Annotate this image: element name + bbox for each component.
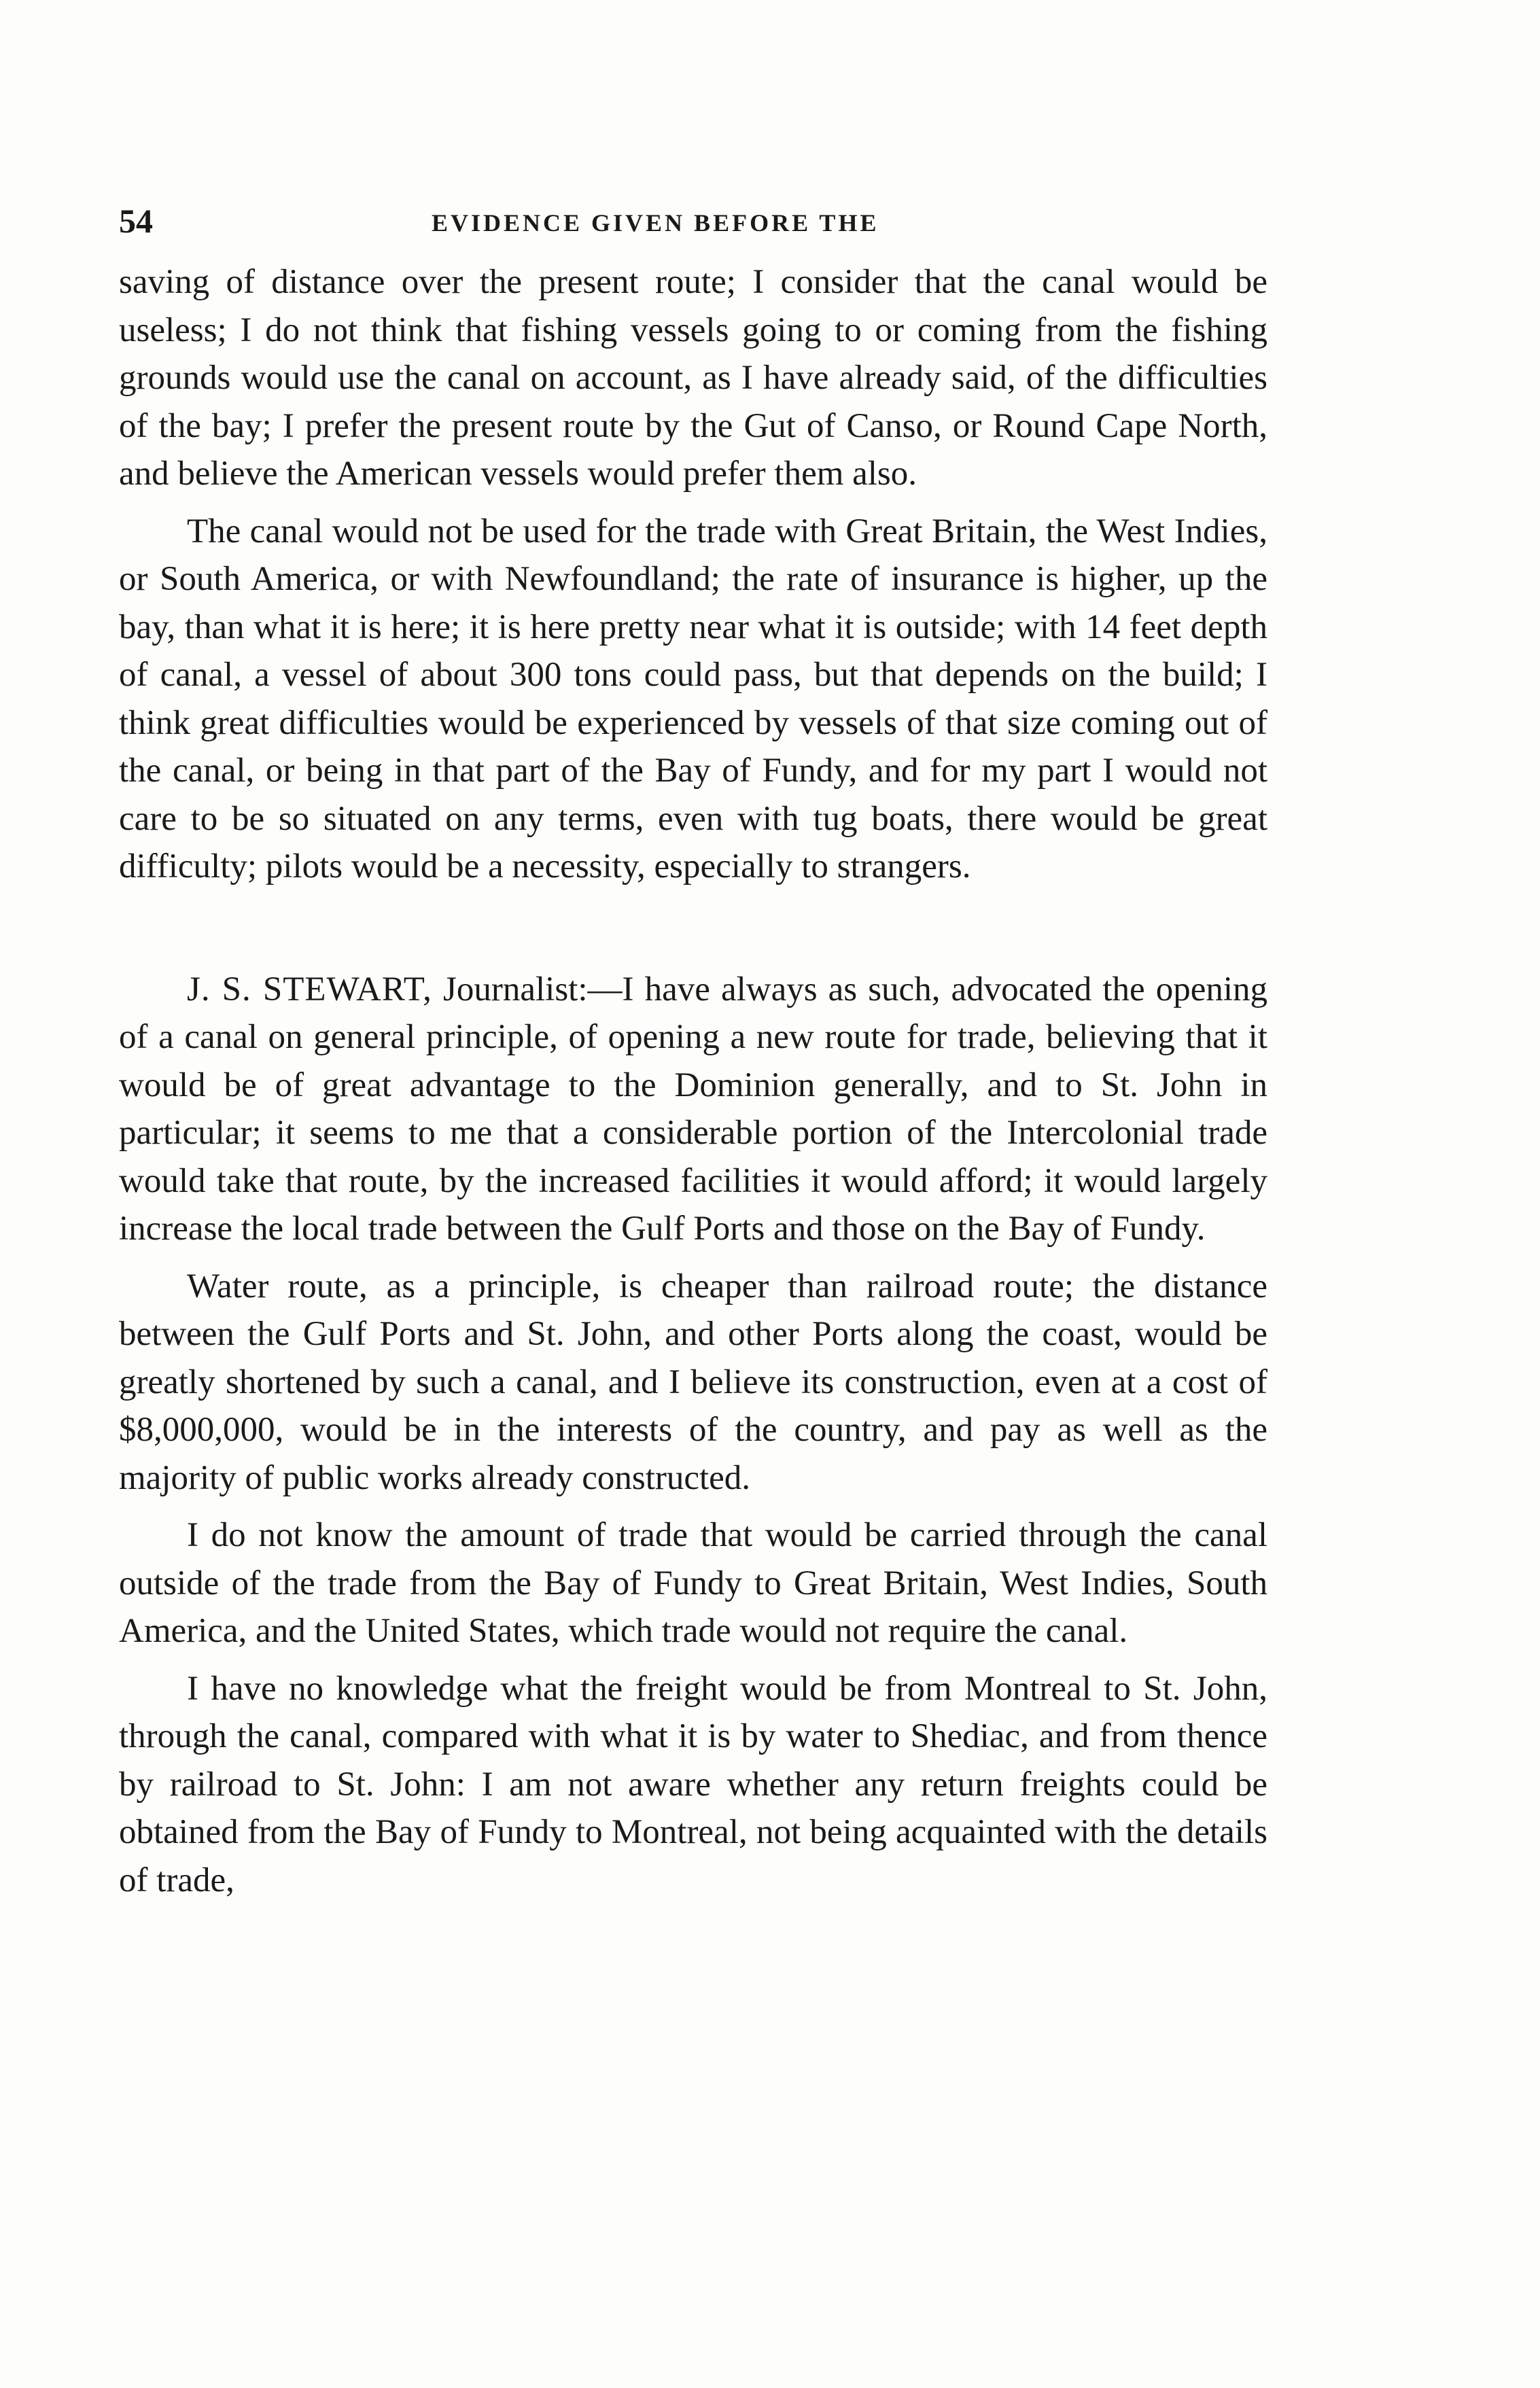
testimony-opening-text: —I have always as such, advocated the opening of a canal on general principle, of opening a new route for trade, believing that it would be of great advantage to the Dominion generally, and to St. John in particular; it seems to me that a considerable portion of the Intercolonial trade would take that route, by the increased facilities it would afford; it would largely increase the local trade between the Gulf Ports and those on the Bay of Fundy. [119,970,1268,1248]
paragraph-canal-trade: The canal would not be used for the trade with Great Britain, the West Indies, or South America, or with Newfoundland; the rate of insurance is higher, up the bay, than what it is here; it is here pretty near what it is outside; with 14 feet depth of canal, a vessel of about 300 tons could pass, but that depends on the build; I think great difficulties would be experienced by vessels of that size coming out of the canal, or being in that part of the Bay of Fundy, and for my part I would not care to be so situated on any terms, even with tug boats, there would be great difficulty; pilots would be a necessity, especially to strangers. [119,512,1267,885]
body-text [119,258,1267,1904]
page-number: 54 [119,202,153,240]
testimony-opening [119,966,1267,1253]
paragraph-water-route: Water route, as a principle, is cheaper than railroad route; the distance between the Gulf Ports and St. John, and other Ports along the coast, would be greatly shortened by such a canal, and I believe its construction, even at a cost of $8,000,000, would be in the interests of the country, and pay as well as the majority of public works already constructed. [119,1267,1267,1497]
speaker-name: J. S. STEWART, [187,970,432,1008]
page-header [119,200,1261,241]
paragraph-trade-amount: I do not know the amount of trade that would be carried through the canal outside of the trade from the Bay of Fundy to Great Britain, West Indies, South America, and the United States, which trade would not require the canal. [119,1516,1267,1650]
paragraph-freight: I have no knowledge what the freight would be from Montreal to St. John, through the canal, compared with what it is by water to Shediac, and from thence by railroad to St. John: I am not aware whether any return freights could be obtained from the Bay of Fundy to Montreal, not being acquainted with the details of trade, [119,1669,1267,1899]
paragraph-continuation: saving of distance over the present route; I consider that the canal would be useless; I do not think that fishing vessels going to or coming from the fishing grounds would use the canal on account, as I have already said, of the difficulties of the bay; I prefer the present route by the Gut of Canso, or Round Cape North, and believe the American vessels would prefer them also. [119,263,1267,493]
running-head: EVIDENCE GIVEN BEFORE THE [432,209,879,236]
speaker-role: Journalist: [443,970,588,1008]
